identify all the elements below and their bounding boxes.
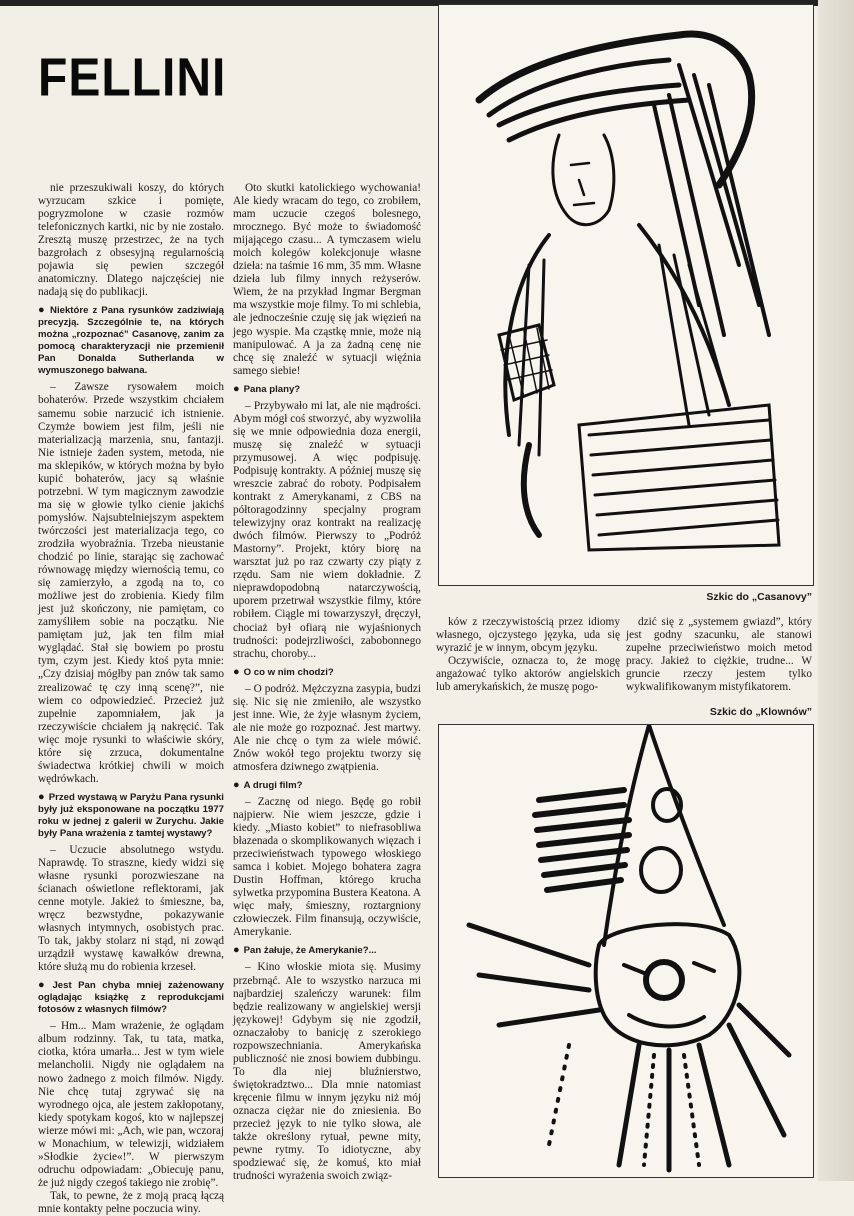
paragraph: – Hm... Mam wrażenie, że oglądam album rodzinny. Tak, tu tata, matka, ciotka, która umarła... Jest w tym wiele melancholii. Nigdy nie oglądałem na nowo żadnego z moich filmów. Nigdy. Nie chcę tutaj zgrywać się na wyrodnego ojca, ale jestem zakłopotany, kiedy spotykam kogoś, kto w najlepszej wierze mówi mi: „Ach, wie pan, wczoraj w Monachium, w telewizji, widziałem »Słodkie życie«!”. W pierwszym odruchu odpowiadam: „Obiecuję panu, że już nigdy czegoś takiego nie zrobię”. xyxy=(38,1020,224,1189)
bullet-icon: ● xyxy=(233,665,240,678)
question-text: Przed wystawą w Paryżu Pana rysunki były już eksponowane na początku 1977 roku w jednej z galerii w Zurychu. Jakie były Pana wrażenia z tamtej wystawy? xyxy=(38,791,224,839)
interview-question xyxy=(38,304,224,377)
bullet-icon: ● xyxy=(38,304,47,317)
paragraph: – O podróż. Mężczyzna zasypia, budzi się. Nic się nie zmieniło, ale wszystko jest inne. Wie, że żyje własnym życiem, ale nie może go rozpoznać. Jest martwy. Ale nie chcę o tym za wiele mówić. Znów wokół tego projektu tworzy się atmosfera dziwnego zwątpienia. xyxy=(233,682,421,773)
question-text: O co w nim chodzi? xyxy=(243,666,334,678)
clown-sketch-frame xyxy=(438,724,814,1178)
page-edge xyxy=(818,0,854,1181)
article-title: FELLINI xyxy=(38,48,227,108)
casanova-sketch-image xyxy=(439,5,813,585)
paragraph: nie przeszukiwali koszy, do których wyrzucam szkice i pomięte, pogryzmolone w czasie rozmów telefonicznych kartki, nic by nie zostało. Zresztą muszę przestrzec, że na tych bazgrołach z obsesyjną regularnością pojawia się pewien szczegół anatomiczny. Dlatego najczęściej nie nadają się do publikacji. xyxy=(38,182,224,299)
paragraph: – Kino włoskie miota się. Musimy przebrnąć. Ale to wszystko narzuca mi najbardziej szaleńczy warunek: film będzie realizowany w angielskiej wersji językowej! Gdybym się nie zgodził, oznaczałoby to banicję z szerokiego rozpowszechniania. Amerykańska publiczność nie znosi bowiem dubbingu. To dla niej bluźnierstwo, świętokradztwo... Dla mnie natomiast kręcenie filmu w innym języku niż mój oznacza ciężar nie do zniesienia. Bo przecież język to nie tylko słowa, ale także określony rytuał, pewne mity, pewne rytmy. To idiotyczne, aby spodziewać się, że komuś, kto miał trudności wyrażenia swoich związ- xyxy=(233,961,421,1183)
interview-question xyxy=(38,979,224,1016)
paragraph: – Zawsze rysowałem moich bohaterów. Przede wszystkim chciałem samemu sobie narzucić ich istnienie. Czymże bowiem jest film, jeśli nie materializacją marzenia, snu, fantazji. Nie istnieje żaden system, metoda, nie ma sklepików, w których można by było kupić bohaterów, jacy są właśnie potrzebni. W tym magicznym zawodzie ma się w głowie tylko cienie jakichś pomysłów. Najsubtelniejszym aspektem twórczości jest materializacja tego, co zrodziła wyobraźnia. Trzeba nieustanie chodzić po linie, starając się zachować równowagę między wiernością temu, co się zamierzyło, a zgodą na to, co możliwe jest do zrobienia. Kiedy film jest już skończony, nie pamiętam, co zamyśliłem sobie na początku. Nie pamiętam już, jak ten film miał wyglądać. Stał się bowiem po prostu tym, czym jest. Kiedy ktoś pyta mnie: „Czy dzisiaj mógłby pan znów tak samo zrealizować tę czy inną scenę?”, nie wiem co odpowiedzieć. Przecież już zupełnie zapomniałem, jak ja rzeczywiście chciałem ją nakręcić. Tak więc moje rysunki to właściwie skóry, które się zrzuca, dokumentalne świadectwa krótkiej chwili w moich wędrówkach. xyxy=(38,381,224,785)
bullet-icon: ● xyxy=(233,382,240,395)
interview-question xyxy=(233,383,421,396)
casanova-sketch-frame xyxy=(438,4,814,586)
paragraph: – Przybywało mi lat, ale nie mądrości. Abym mógł coś stworzyć, aby wyzwoliła się we mnie odpowiednia doza energii, muszę się znaleźć w sytuacji przymusowej. A więc podpisuję. Podpisuję kontrakty. A później muszę się wreszcie zabrać do roboty. Podpisałem kontrakt z Amerykanami, z CBS na półtoragodzinny specjalny program telewizyjny oraz kontrakt na realizację dwóch filmów. Pierwszy to „Podróż Mastorny”. Projekt, który biorę na warsztat już po raz czwarty czy piąty z rzędu. Sam nie wiem dokładnie. Z nieprawdopodobną natarczywością, uporem przetrwał wszystkie filmy, które robiłem. Ciągle mi towarzyszył, dręczył, chociaż był ofiarą nie wyjaśnionych trudności: podejrzliwości, zabobonnego strachu, choroby... xyxy=(233,399,421,660)
question-text: Niektóre z Pana rysunków zadziwiają precyzją. Szczególnie te, na których można „rozpoznać” Casanovę, zanim za pomocą charakteryzacji nie przemienił Pan Donalda Sutherlanda w wymuszonego bałwana. xyxy=(38,305,224,377)
casanova-caption: Szkic do „Casanovy” xyxy=(706,591,812,603)
interview-question xyxy=(38,791,224,840)
bullet-icon: ● xyxy=(38,790,45,803)
interview-question xyxy=(233,779,421,792)
bullet-icon: ● xyxy=(38,979,49,992)
paragraph: ków z rzeczywistością przez idiomy własnego, ojczystego języka, uda się wyrazić je w innym, obcym języku. xyxy=(436,616,620,655)
klowni-caption: Szkic do „Klownów” xyxy=(709,706,812,718)
paragraph: Oto skutki katolickiego wychowania! Ale kiedy wracam do tego, co zrobiłem, mam uczucie czegoś bolesnego, mrocznego. Być może to świadomość mijającego czasu... A tymczasem wielu moich kolegów kolekcjonuje własne dzieła: na taśmie 16 mm, 35 mm. Własne dzieła lub filmy innych reżyserów. Wiem, że na przykład Ingmar Bergman ma wszystkie moje filmy. To mi schlebia, ale jednocześnie czuję się jak więzień na jego wyspie. Ma cząstkę mnie, może nią manipulować. A ja za żadną cenę nie chcę się znaleźć w sytuacji więźnia samego siebie! xyxy=(233,182,421,377)
question-text: Pan żałuje, że Amerykanie?... xyxy=(243,945,377,957)
bullet-icon: ● xyxy=(233,944,240,957)
interview-question xyxy=(233,666,421,679)
paragraph: Oczywiście, oznacza to, że mogę angażować tylko aktorów angielskich lub amerykańskich, że muszę pogo- xyxy=(436,655,620,694)
question-text: Jest Pan chyba mniej zażenowany oglądając książkę z reprodukcjami fotosów z własnych filmów? xyxy=(38,980,224,1016)
clown-sketch-image xyxy=(439,725,813,1177)
paragraph: – Uczucie absolutnego wstydu. Naprawdę. To straszne, kiedy widzi się własne rysunki porozwieszane na ścianach oświetlone reflektorami, jak cenne motyle. Jakież to śmieszne, ba, wręcz bezwstydne, pokazywanie własnych intymnych, osobistych prac. To tak, jakby stolarz ni stąd, ni zowąd urządził wystawę kawałków drewna, które służą mu do robienia krzeseł. xyxy=(38,843,224,974)
text-column-4 xyxy=(626,616,812,694)
text-column-1 xyxy=(38,182,224,1216)
paragraph: dzić się z „systemem gwiazd”, który jest godny szacunku, ale stanowi zupełne przeciwieństwo moich metod pracy. Jakież to ciężkie, trudne... W gruncie rzeczy jestem tylko wykwalifikowanym mistyfikatorem. xyxy=(626,616,812,694)
bullet-icon: ● xyxy=(233,778,240,791)
interview-question xyxy=(233,944,421,957)
question-text: A drugi film? xyxy=(243,779,303,791)
text-column-2 xyxy=(233,182,421,1183)
paragraph: – Zacznę od niego. Będę go robił najpierw. Nie wiem jeszcze, gdzie i kiedy. „Miasto kobiet” to niefrasobliwa błazenada o skomplikowanych więzach i przeciwieństwach typowego włoskiego samca i kobiet. Mojego bohatera zagra Dustin Hoffman, którego krucha sylwetka przypomina Bustera Keatona. A więc mały, śmieszny, roztargniony człowieczek. Film finansują, oczywiście, Amerykanie. xyxy=(233,795,421,939)
question-text: Pana plany? xyxy=(243,383,301,395)
text-column-3 xyxy=(436,616,620,694)
paragraph: Tak, to pewne, że z moją pracą łączą mnie kontakty pełne poczucia winy. xyxy=(38,1189,224,1215)
